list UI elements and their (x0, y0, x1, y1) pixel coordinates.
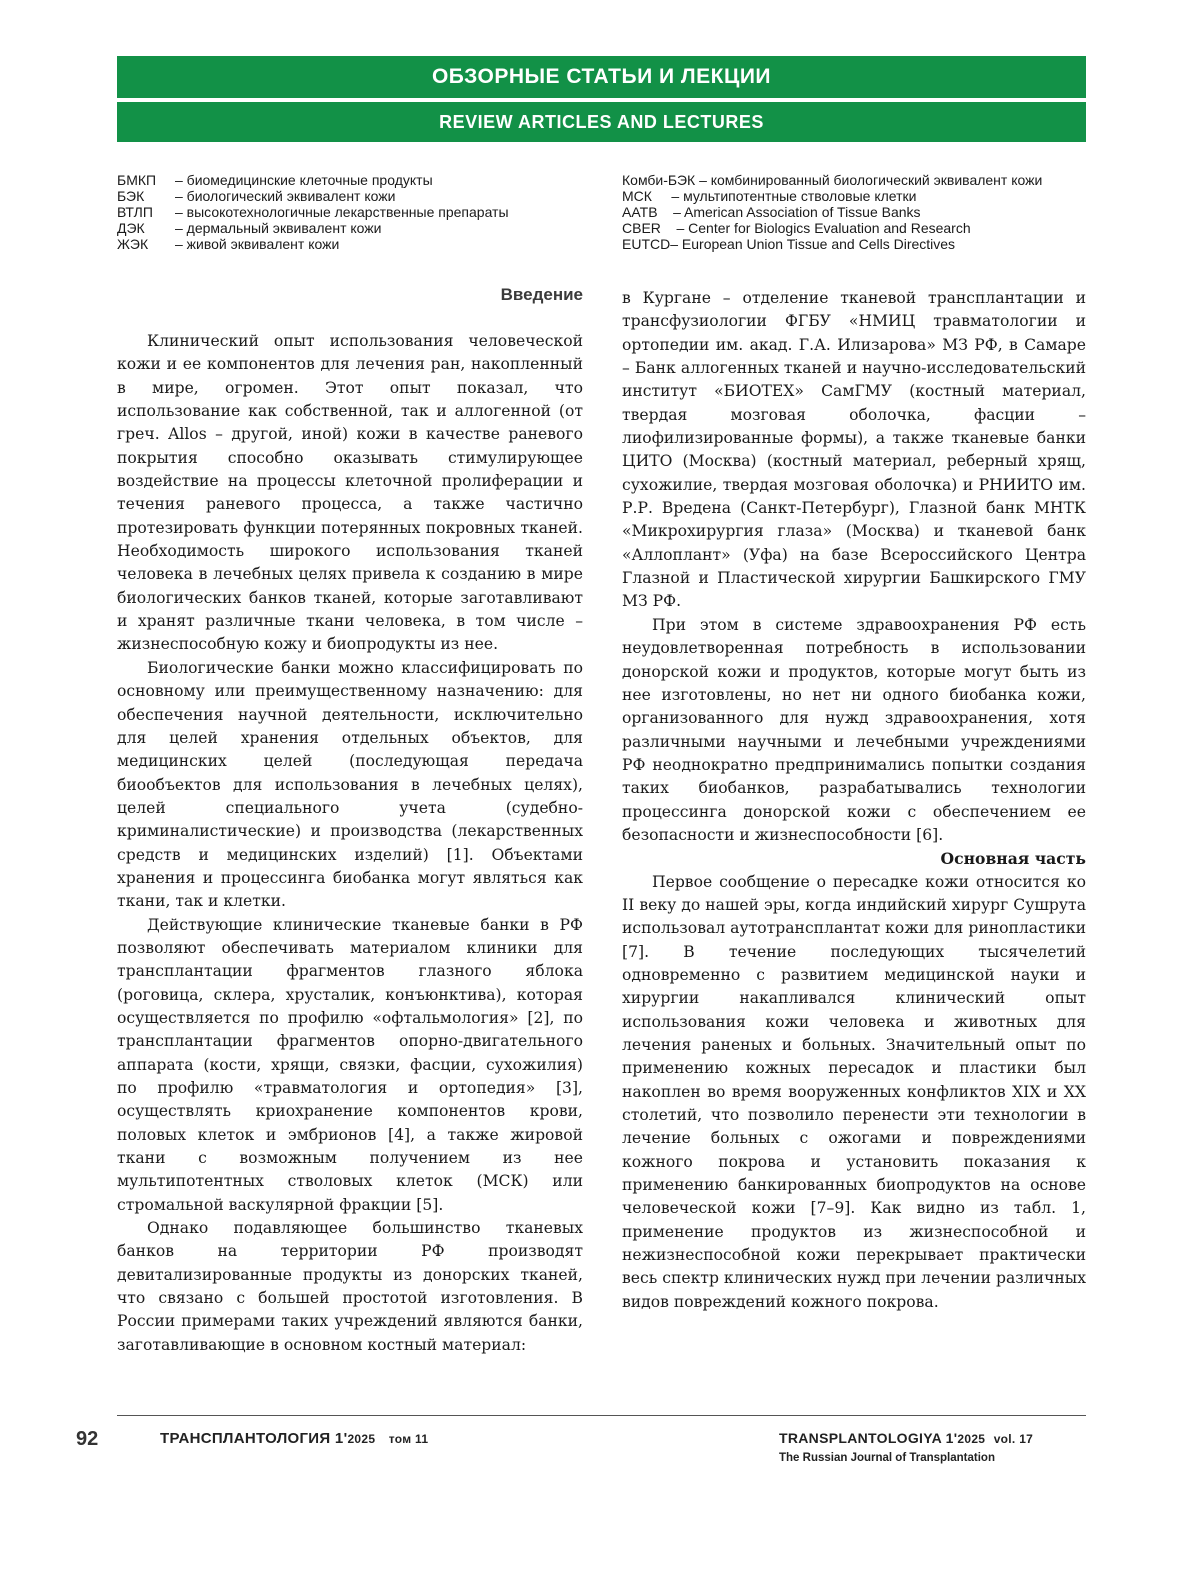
section-title-en: REVIEW ARTICLES AND LECTURES (117, 102, 1086, 142)
journal-title-en (779, 1430, 1033, 1446)
paragraph: При этом в системе здравоохранения РФ есть неудовлетворенная потребность в использовании донорской кожи и продуктов, которые могут быть из нее изготовлены, но нет ни одного биобанка кожи, организованного для нужд здравоохранения, хотя различными научными и лечебными учреждениями РФ неоднократно предпринимались попытки создания таких биобанков, разрабатывались технологии процессинга донорской кожи с обеспечением ее безопасности и жизнеспособности [6]. (622, 615, 1086, 844)
paragraph: Первое сообщение о пересадке кожи относится ко II веку до нашей эры, когда индийский хирург Сушрута использовал аутотрансплантат кожи для ринопластики [7]. В течение последующих тысячелетий одновременно с развитием медицинской науки и хирургии накапливался клинический опыт использования кожи человека и животных для лечения раненых и больных. Значительный опыт по применению кожных пересадок и пластики был накоплен во время вооруженных конфликтов XIX и XX столетий, что позволило перенести эти технологии в лечение больных с ожогами и повреждениями кожного покрова и установить показания к применению банкированных биопродуктов на основе человеческой кожи [7–9]. Как видно из табл. 1, применение продуктов из жизнеспособной и нежизнеспособной кожи перекрывает практически весь спектр клинических нужд при лечении различных видов повреждений кожного покрова. (622, 872, 1086, 1311)
journal-volume-ru: том 11 (388, 1432, 429, 1446)
abbreviation-desc: – биологический эквивалент кожи (175, 188, 396, 205)
abbreviation-key: Комби-БЭК (622, 172, 700, 188)
abbreviation-key: CBER (622, 220, 677, 237)
paragraph: Биологические банки можно классифицировать по основному или преимущественному назначению: для обеспечения научной деятельности, исключительно для целей хранения отдельных объектов, для медицинских целей (последующая передача биообъектов для использования в лечебных целях), целей специального учета (судебно-криминалистические) и производства (лекарственных средств и медицинских изделий) [1]. Объектами хранения и процессинга биобанка могут являться как ткани, так и клетки. (117, 658, 583, 911)
left-column (117, 330, 583, 1357)
abbreviations-left (117, 172, 587, 252)
abbreviation-desc: – дермальный эквивалент кожи (175, 220, 382, 237)
abbreviation-row (622, 236, 1092, 252)
abbreviation-desc: – живой эквивалент кожи (175, 236, 340, 253)
abbreviation-desc: – Center for Biologics Evaluation and Research (676, 220, 971, 237)
journal-name-ru: ТРАНСПЛАНТОЛОГИЯ 1' (160, 1430, 348, 1447)
intro-heading: Введение (500, 285, 583, 304)
abbreviation-key: ВТЛП (117, 204, 153, 221)
abbreviation-key: БМКП (117, 172, 157, 188)
abbreviation-key: AATB (622, 204, 674, 221)
journal-name-en: TRANSPLANTOLOGIYA 1' (779, 1430, 958, 1446)
abbreviation-key: EUTCD (622, 236, 671, 253)
abbreviation-key: МСК (622, 188, 672, 205)
abbreviation-desc: – мультипотентные стволовые клетки (671, 188, 917, 205)
journal-year-en: 2025 (957, 1432, 986, 1446)
paragraph: Действующие клинические тканевые банки в РФ позволяют обеспечивать материалом клиники для трансплантации фрагментов глазного яблока (роговица, склера, хрусталик, конъюнктива), которая осуществляется по профилю «офтальмология» [2], по трансплантации фрагментов опорно-двигательного аппарата (кости, хрящи, связки, фасции, сухожилия) по профилю «травматология и ортопедия» [3], осуществлять криохранение компонентов крови, половых клеток и эмбрионов [4], а также жировой ткани с возможным получением из нее мультипотентных стволовых клеток (МСК) или стромальной васкулярной фракции [5]. (117, 915, 583, 1214)
abbreviation-key: ДЭК (117, 220, 145, 237)
journal-year-ru: 2025 (347, 1432, 376, 1446)
abbreviation-desc: – European Union Tissue and Cells Directives (670, 236, 956, 253)
right-column (622, 287, 1086, 1314)
abbreviation-row (117, 172, 587, 188)
abbreviation-row (622, 220, 1092, 236)
abbreviation-row (117, 220, 587, 236)
journal-subtitle: The Russian Journal of Transplantation (779, 1452, 995, 1464)
abbreviation-row (117, 204, 587, 220)
footer-divider (117, 1415, 1086, 1416)
abbreviation-row (117, 236, 587, 252)
abbreviation-row (622, 172, 1092, 188)
abbreviation-key: БЭК (117, 188, 145, 205)
main-heading: Основная часть (940, 849, 1086, 869)
abbreviation-desc: – высокотехнологичные лекарственные препараты (175, 204, 509, 221)
abbreviation-key: ЖЭК (117, 236, 149, 253)
abbreviation-row (622, 204, 1092, 220)
journal-volume-en: vol. 17 (993, 1432, 1034, 1446)
abbreviation-desc: – American Association of Tissue Banks (673, 204, 921, 221)
abbreviations-right (622, 172, 1092, 252)
paragraph: Однако подавляющее большинство тканевых банков на территории РФ производят девитализированные продукты из донорских тканей, что связано с большей простотой изготовления. В России примерами таких учреждений являются банки, заготавливающие в основном костный материал: (117, 1219, 583, 1354)
journal-title-ru (160, 1430, 428, 1447)
abbreviation-desc: – комбинированный биологический эквивалент кожи (699, 172, 1043, 188)
paragraph: Клинический опыт использования человеческой кожи и ее компонентов для лечения ран, накопленный в мире, огромен. Этот опыт показал, что использование как собственной, так и аллогенной (от греч. Allos – другой, иной) кожи в качестве раневого покрытия способно оказывать стимулирующее воздействие на процессы клеточной пролиферации и течения раневого процесса, а также частично протезировать функции потерянных покровных тканей. Необходимость широкого использования тканей человека в лечебных целях привела к созданию в мире биологических банков тканей, которые заготавливают и хранят различные ткани человека, в том числе – жизнеспособную кожу и биопродукты из нее. (117, 332, 583, 654)
abbreviation-desc: – биомедицинские клеточные продукты (175, 172, 433, 188)
section-title-ru: ОБЗОРНЫЕ СТАТЬИ И ЛЕКЦИИ (117, 56, 1086, 98)
paragraph: в Кургане – отделение тканевой трансплантации и трансфузиологии ФГБУ «НМИЦ травматологии и ортопедии им. акад. Г.А. Илизарова» МЗ РФ, в Самаре – Банк аллогенных тканей и научно-исследовательский институт «БИОТЕХ» СамГМУ (костный материал, твердая мозговая оболочка, фасции – лиофилизированные формы), а также тканевые банки ЦИТО (Москва) (костный материал, реберный хрящ, сухожилие, твердая мозговая оболочка) и РНИИТО им. Р.Р. Вредена (Санкт-Петербург), Глазной банк МНТК «Микрохирургия глаза» (Москва) и тканевой банк «Аллоплант» (Уфа) на базе Всероссийского Центра Глазной и Пластической хирургии Башкирского ГМУ МЗ РФ. (622, 289, 1086, 611)
abbreviation-row (622, 188, 1092, 204)
abbreviation-row (117, 188, 587, 204)
page-number: 92 (76, 1428, 99, 1450)
